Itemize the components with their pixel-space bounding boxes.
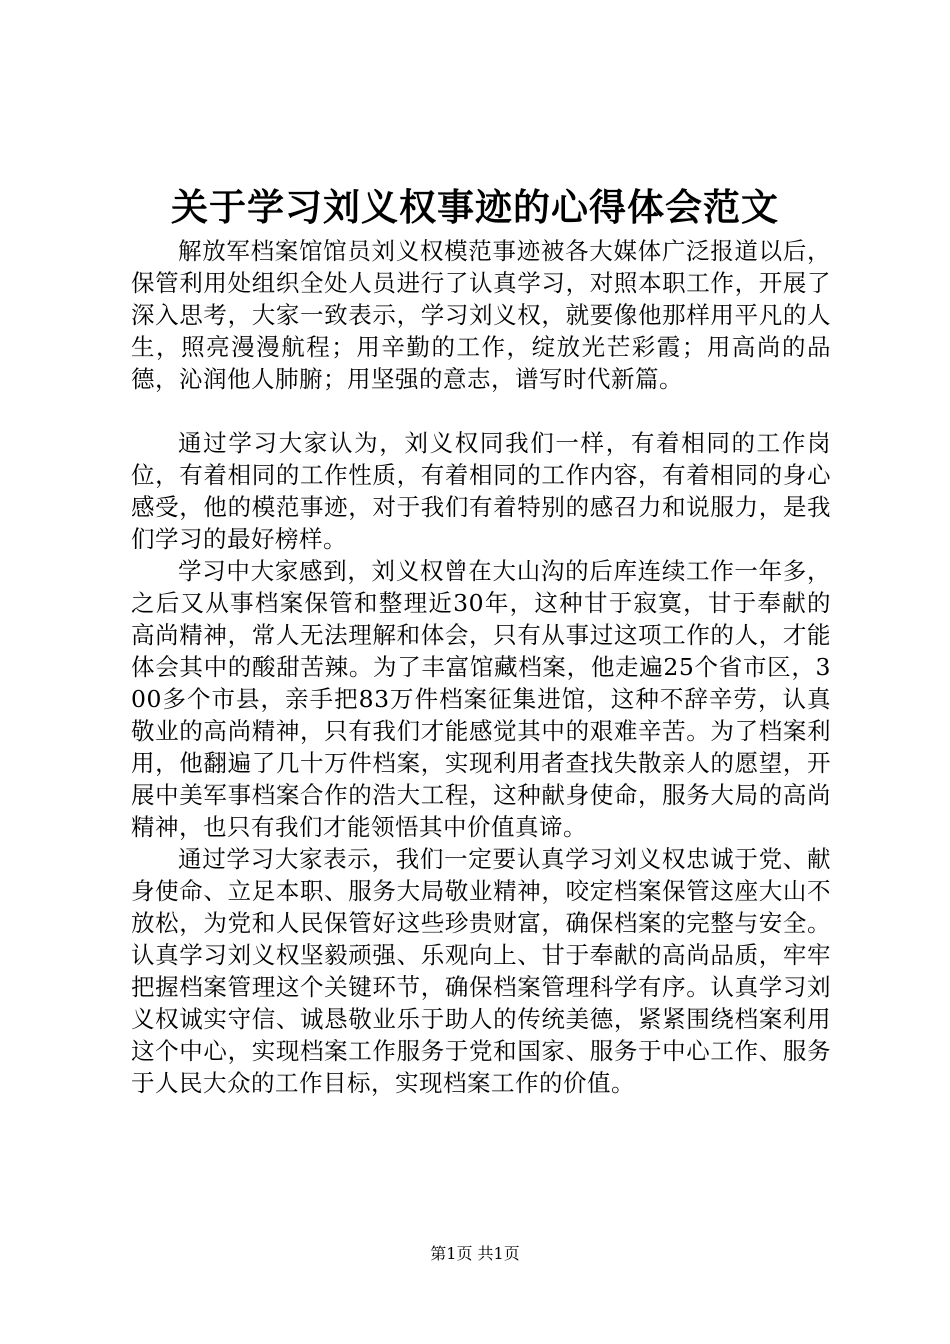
paragraph-1: 解放军档案馆馆员刘义权模范事迹被各大媒体广泛报道以后，保管利用处组织全处人员进行了认真学习，对照本职工作，开展了深入思考，大家一致表示，学习刘义权，就要像他那样用平凡的人生，照亮漫漫航程；用辛勤的工作，绽放光芒彩霞；用高尚的品德，沁润他人肺腑；用坚强的意志，谱写时代新篇。	[131, 237, 831, 393]
document-title: 关于学习刘义权事迹的心得体会范文	[171, 185, 779, 229]
page-footer: 第1页 共1页	[430, 1244, 520, 1263]
paragraph-2: 通过学习大家认为，刘义权同我们一样，有着相同的工作岗位，有着相同的工作性质，有着相同的工作内容，有着相同的身心感受，他的模范事迹，对于我们有着特别的感召力和说服力，是我们学习的最好榜样。	[131, 429, 831, 553]
paragraph-4: 通过学习大家表示，我们一定要认真学习刘义权忠诚于党、献身使命、立足本职、服务大局敬业精神，咬定档案保管这座大山不放松，为党和人民保管好这些珍贵财富，确保档案的完整与安全。认真学习刘义权坚毅顽强、乐观向上、甘于奉献的高尚品质，牢牢把握档案管理这个关键环节，确保档案管理科学有序。认真学习刘义权诚实守信、诚恳敬业乐于助人的传统美德，紧紧围绕档案利用这个中心，实现档案工作服务于党和国家、服务于中心工作、服务于人民大众的工作目标，实现档案工作的价值。	[131, 845, 831, 1097]
document-body	[131, 235, 831, 1099]
paragraph-3: 学习中大家感到，刘义权曾在大山沟的后库连续工作一年多，之后又从事档案保管和整理近30年，这种甘于寂寞，甘于奉献的高尚精神，常人无法理解和体会，只有从事过这项工作的人，才能体会其中的酸甜苦辣。为了丰富馆藏档案，他走遍25个省市区，300多个市县，亲手把83万件档案征集进馆，这种不辞辛劳，认真敬业的高尚精神，只有我们才能感觉其中的艰难辛苦。为了档案利用，他翻遍了几十万件档案，实现利用者查找失散亲人的愿望，开展中美军事档案合作的浩大工程，这种献身使命，服务大局的高尚精神，也只有我们才能领悟其中价值真谛。	[131, 557, 831, 841]
